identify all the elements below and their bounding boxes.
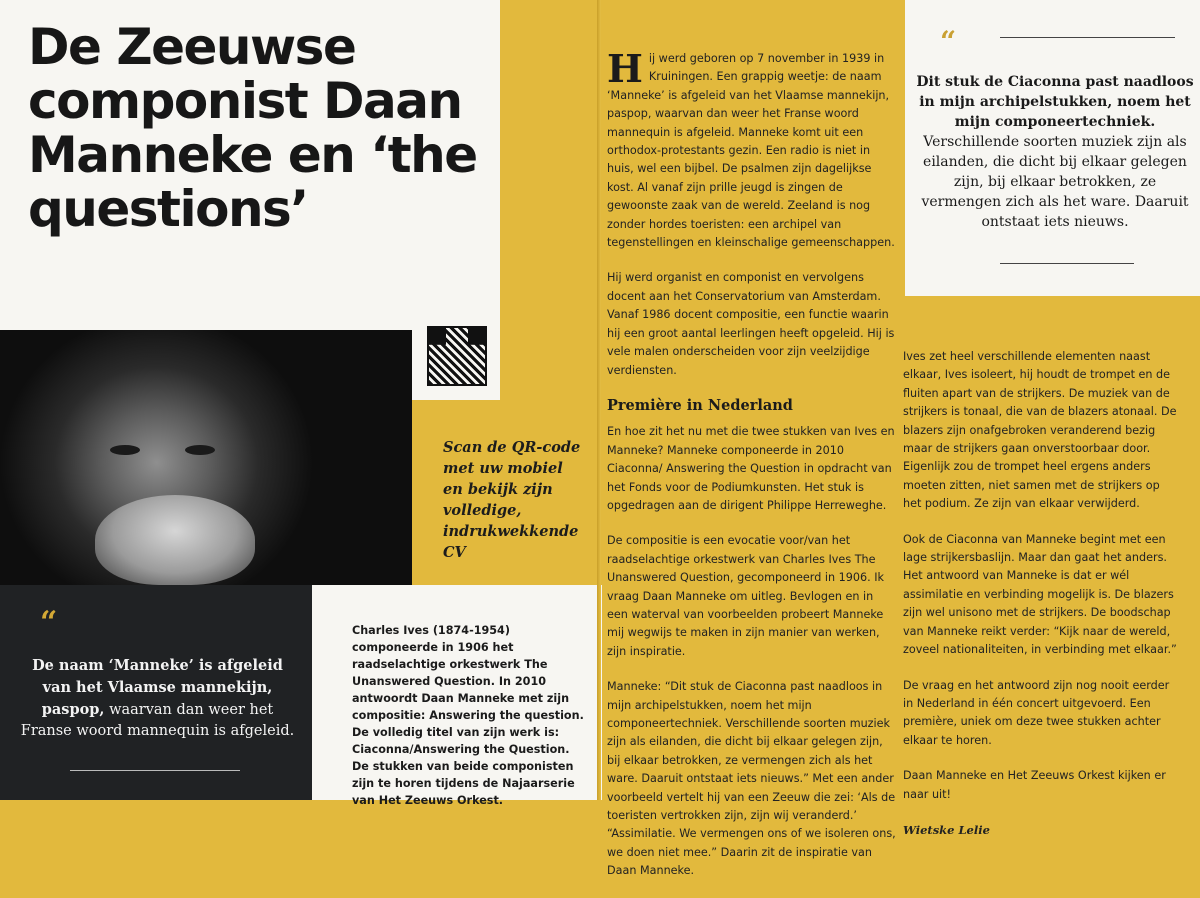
ives-intro-text: Charles Ives (1874-1954) componeerde in 1906 het raadselachtige orkestwerk The Unanswered Question. In 2010 antwoordt Daan Manneke met zijn compositie: Answering the question. De volledig titel van zijn werk is: Ciaconna/Answering the Question. De stukken van beide componisten zijn te horen tijdens de Najaarserie van Het Zeeuws Orkest.	[352, 624, 584, 807]
divider	[1000, 37, 1175, 38]
portrait-beard	[95, 495, 255, 585]
page-gutter	[597, 0, 601, 800]
right-quote-bold: Dit stuk de Ciaconna past naadloos in mijn archipelstukken, noem het mijn componeertechniek.	[916, 74, 1194, 130]
paragraph-9: Daan Manneke en Het Zeeuws Orkest kijken er naar uit!	[903, 769, 1166, 801]
portrait-eye	[110, 445, 140, 455]
divider	[70, 770, 240, 771]
section-heading: Première in Nederland	[607, 396, 793, 414]
author-name: Wietske Lelie	[903, 822, 990, 837]
paragraph-5: Manneke: “Dit stuk de Ciaconna past naadloos in mijn archipelstukken, noem het mijn componeertechniek. Verschillende soorten muziek zijn als eilanden, die dicht bij elkaar gelegen zijn, bij elkaar betrokken, ze vermengen zich als het ware. Daaruit ontstaat iets nieuws.” Met een ander voorbeeld vertelt hij van een Zeeuw die zei: ‘Als de toeristen vertrokken zijn, zijn wij veranderd.’ “Assimilatie. We vermengen ons of we isoleren ons, we doen niet mee.” Daarin zit de inspiratie van Daan Manneke.	[607, 680, 896, 878]
article-column-1	[607, 46, 897, 898]
article-column-2	[903, 348, 1178, 856]
divider	[1000, 263, 1134, 264]
quote-mark-icon: “	[940, 25, 957, 58]
portrait-photo	[0, 330, 412, 585]
article-title: De Zeeuwse componist Daan Manneke en ‘the questions’	[28, 18, 477, 238]
paragraph-2: Hij werd organist en componist en vervolgens docent aan het Conservatorium van Amsterdam. Vanaf 1986 docent compositie, een functie waarin hij een groot aantal leerlingen heeft opgeleid. Hij is vele malen onderscheiden voor zijn veelzijdige verdiensten.	[607, 271, 895, 377]
paragraph-8: De vraag en het antwoord zijn nog nooit eerder in Nederland in één concert uitgevoerd. Een première, uniek om deze twee stukken achter elkaar te horen.	[903, 678, 1170, 747]
pull-quote-normal: waarvan dan weer het Franse woord mannequin is afgeleid.	[20, 702, 295, 739]
paragraph-3: En hoe zit het nu met die twee stukken van Ives en Manneke? Manneke componeerde in 2010 Ciaconna/ Answering the Question in opdracht van het Fonds voor de Podiumkunsten. Het stuk is opgedragen aan de dirigent Philippe Herreweghe.	[607, 425, 895, 512]
paragraph-7: Ook de Ciaconna van Manneke begint met een lage strijkersbaslijn. Maar dan gaat het anders. Het antwoord van Manneke is dat er wél assimilatie en verbinding mogelijk is. De blazers zijn wel unisono met de strijkers. De boodschap van Manneke reikt verder: “Kijk naar de wereld, zoveel nationaliteiten, in verbinding met elkaar.”	[903, 532, 1177, 657]
qr-caption: Scan de QR-code met uw mobiel en bekijk zijn volledige, indrukwekkende CV	[443, 439, 581, 561]
portrait-eye	[185, 445, 215, 455]
quote-mark-icon: “	[40, 605, 58, 640]
qr-code-icon[interactable]	[427, 326, 487, 386]
paragraph-4: De compositie is een evocatie voor/van het raadselachtige orkestwerk van Charles Ives The Unanswered Question, gecomponeerd in 1906. Ik vraag Daan Manneke om uitleg. Bevlogen en in een waterval van voorbeelden probeert Manneke mij wegwijs te maken in zijn manier van werken, zijn inspiratie.	[607, 534, 884, 658]
paragraph-1: Hij werd geboren op 7 november in 1939 in Kruiningen. Een grappig weetje: de naam ‘Manneke’ is afgeleid van het Vlaamse mannekijn, paspop, waarvan dan weer het Franse woord mannequin is afgeleid. Manneke komt uit een orthodox-protestants gezin. Een radio is niet in huis, wel een bijbel. De psalmen zijn dagelijkse kost. Al vanaf zijn prille jeugd is zingen de gewoonste zaak van de wereld. Zeeland is nog zonder hordes toeristen: een archipel van tegenstellingen en kleinschalige gemeenschappen.	[607, 46, 895, 250]
drop-cap: H	[607, 46, 643, 91]
right-quote-normal: Verschillende soorten muziek zijn als eilanden, die dicht bij elkaar gelegen zijn, bij elkaar betrokken, ze vermengen zich als het ware. Daaruit ontstaat iets nieuws.	[921, 134, 1189, 230]
pull-quote-text	[20, 655, 295, 742]
right-quote-text	[915, 72, 1195, 232]
paragraph-6: Ives zet heel verschillende elementen naast elkaar, Ives isoleert, hij houdt de trompet en de fluiten apart van de strijkers. De muziek van de strijkers is tonaal, die van de blazers atonaal. De blazers zijn onafgebroken veranderend bezig maar de strijkers gaan onverstoorbaar door. Eigenlijk zou de trompet heel ergens anders moeten zitten, niet samen met de strijkers op het podium. Ze zijn van elkaar verwijderd.	[903, 350, 1177, 511]
pull-quote-bold: De naam ‘Manneke’ is afgeleid van het Vlaamse mannekijn, paspop,	[32, 657, 283, 718]
